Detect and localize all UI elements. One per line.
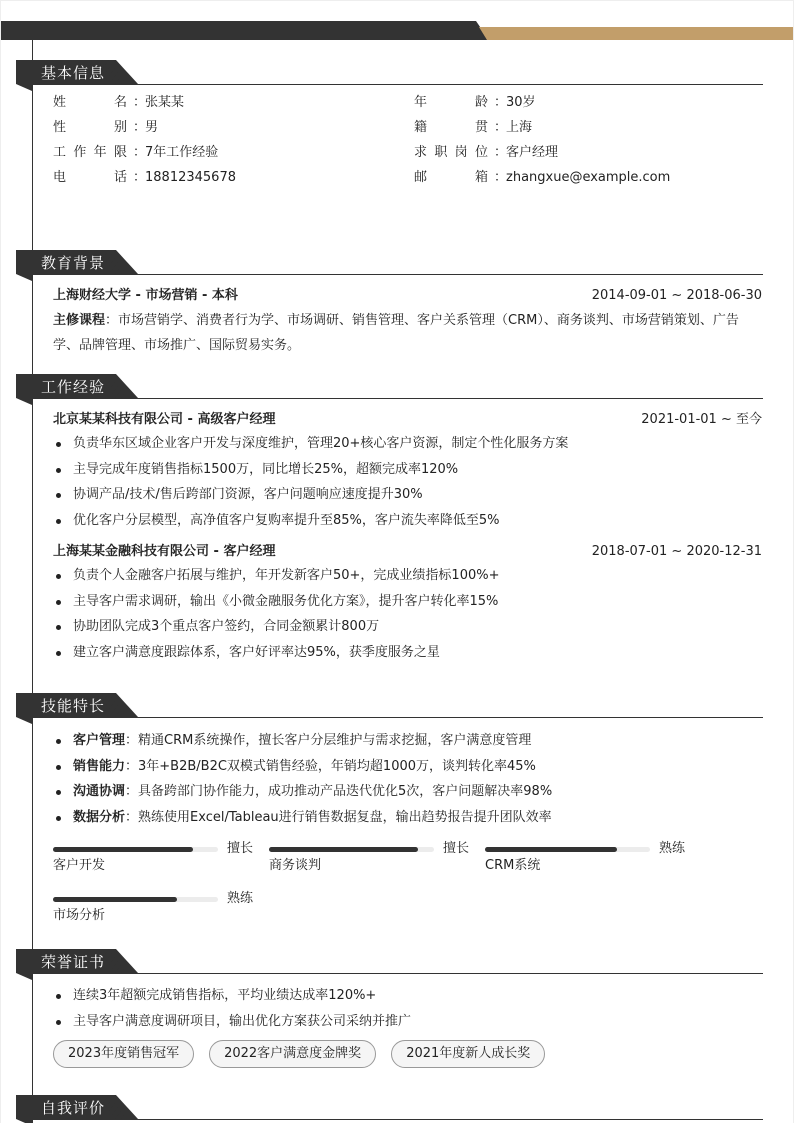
job-title: 上海某某金融科技有限公司 - 客户经理 [53, 544, 276, 559]
section-title: 教育背景 [41, 254, 106, 272]
colon: ： [494, 145, 508, 160]
label-char: 性 [53, 120, 67, 135]
list-item: 负责个人金融客户拓展与维护，年开发新客户50+，完成业绩指标100%+ [53, 563, 762, 589]
info-value: 张某某 [145, 95, 185, 110]
section-header [1, 374, 793, 400]
list-item: 主导客户需求调研，输出《小微金融服务优化方案》，提升客户转化率15% [53, 589, 762, 615]
skill-level: 熟练 [659, 841, 686, 856]
courses-text: ：市场营销学、消费者行为学、市场调研、销售管理、客户关系管理（CRM）、商务谈判、市场营销策划、广告学、品牌管理、市场推广、国际贸易实务。 [53, 313, 739, 353]
section-header [1, 949, 793, 975]
section-header [1, 693, 793, 719]
job-entry [53, 410, 762, 533]
honor-tag: 2023年度销售冠军 [53, 1040, 194, 1068]
list-item [53, 805, 762, 831]
section-header [1, 1095, 793, 1121]
school-major-degree: 上海财经大学 - 市场营销 - 本科 [53, 288, 238, 303]
skill-name: 客户开发 [53, 858, 106, 873]
label-char: 岗 [454, 145, 468, 160]
info-label [53, 119, 133, 137]
label-char: 话 [113, 170, 127, 185]
info-row [53, 144, 414, 162]
honor-list [53, 983, 762, 1034]
label-char: 名 [113, 95, 127, 110]
section-title: 技能特长 [41, 697, 106, 715]
info-row [414, 119, 762, 137]
job-duties [53, 563, 762, 665]
label-char: 作 [73, 145, 87, 160]
skill-list [53, 728, 762, 830]
skill-bars [53, 840, 762, 926]
job-period: 2021-01-01 ~ 至今 [641, 412, 762, 427]
skill-bar-item [269, 840, 485, 876]
section-skills [1, 693, 793, 926]
info-row [53, 119, 414, 137]
section-title: 工作经验 [41, 378, 106, 396]
job-header [53, 410, 762, 430]
section-work [1, 374, 793, 665]
colon: ： [133, 95, 147, 110]
resume-page [1, 1, 793, 1123]
info-row [414, 94, 762, 112]
skill-text: ：精通CRM系统操作，擅长客户分层维护与需求挖掘，客户满意度管理 [125, 733, 532, 748]
skill-label: 客户管理 [73, 733, 126, 748]
label-char: 籍 [414, 120, 428, 135]
label-char: 职 [434, 145, 448, 160]
label-char: 贯 [474, 120, 488, 135]
list-item: 协调产品/技术/售后跨部门资源，客户问题响应速度提升30% [53, 482, 762, 508]
colon: ： [494, 170, 508, 185]
progress-fill [269, 847, 418, 852]
top-banner-gold [479, 27, 793, 40]
info-value: 18812345678 [145, 170, 236, 185]
section-education [1, 250, 793, 358]
info-label [414, 94, 494, 112]
list-item: 建立客户满意度跟踪体系，客户好评率达95%，获季度服务之星 [53, 640, 762, 666]
colon: ： [133, 170, 147, 185]
label-char: 位 [474, 145, 488, 160]
label-char: 箱 [474, 170, 488, 185]
skill-bar-item [485, 840, 701, 876]
job-header [53, 542, 762, 562]
honor-tag: 2021年度新人成长奖 [391, 1040, 545, 1068]
info-label [414, 144, 494, 162]
label-char: 年 [414, 95, 428, 110]
courses-label: 主修课程 [53, 313, 106, 328]
section-honors [1, 949, 793, 1068]
label-char: 年 [93, 145, 107, 160]
skill-label: 沟通协调 [73, 784, 126, 799]
list-item: 主导客户满意度调研项目，输出优化方案获公司采纳并推广 [53, 1009, 762, 1035]
section-rule [32, 274, 763, 275]
list-item [53, 779, 762, 805]
skill-text: ：熟练使用Excel/Tableau进行销售数据复盘，输出趋势报告提升团队效率 [125, 809, 552, 825]
list-item: 负责华东区域企业客户开发与深度维护，管理20+核心客户资源，制定个性化服务方案 [53, 431, 762, 457]
list-item [53, 728, 762, 754]
section-header [1, 60, 793, 86]
skill-text: ：3年+B2B/B2C双模式销售经验，年销均超1000万，谈判转化率45% [125, 758, 536, 774]
label-char: 电 [53, 170, 67, 185]
info-label [414, 119, 494, 137]
label-char: 别 [113, 120, 127, 135]
info-label [53, 144, 133, 162]
progress-fill [485, 847, 617, 852]
section-header [1, 250, 793, 276]
info-row [53, 169, 414, 187]
skill-text: ：具备跨部门协作能力，成功推动产品迭代优化5次，客户问题解决率98% [125, 784, 553, 799]
colon: ： [494, 95, 508, 110]
progress-track [269, 847, 434, 852]
section-rule [32, 1119, 763, 1120]
section-rule [32, 717, 763, 718]
list-item: 协助团队完成3个重点客户签约，合同金额累计800万 [53, 614, 762, 640]
section-title: 荣誉证书 [41, 953, 106, 971]
label-char: 限 [113, 145, 127, 160]
info-row [414, 169, 762, 187]
list-item: 连续3年超额完成销售指标，平均业绩达成率120%+ [53, 983, 762, 1009]
skill-bar-item [53, 840, 269, 876]
progress-track [485, 847, 650, 852]
section-rule [32, 398, 763, 399]
skill-bar-item [53, 890, 269, 926]
info-row [53, 94, 414, 112]
tab-fold [16, 1119, 32, 1123]
label-char: 姓 [53, 95, 67, 110]
colon: ： [494, 120, 508, 135]
info-row [414, 144, 762, 162]
progress-fill [53, 847, 193, 852]
info-label [414, 169, 494, 187]
skill-label: 销售能力 [73, 758, 126, 774]
job-period: 2018-07-01 ~ 2020-12-31 [591, 544, 762, 559]
job-list [1, 400, 793, 665]
colon: ： [133, 120, 147, 135]
skill-name: 市场分析 [53, 908, 106, 923]
list-item: 优化客户分层模型，高净值客户复购率提升至85%，客户流失率降低至5% [53, 508, 762, 534]
label-char: 求 [414, 145, 428, 160]
skill-level: 熟练 [227, 891, 254, 906]
skill-label: 数据分析 [73, 809, 126, 825]
honor-tag: 2022客户满意度金牌奖 [209, 1040, 376, 1068]
info-value: 30岁 [506, 95, 536, 110]
progress-track [53, 897, 218, 902]
label-char: 邮 [414, 170, 428, 185]
info-value: 男 [145, 120, 159, 135]
job-entry [53, 542, 762, 665]
section-self-evaluation [1, 1095, 793, 1121]
education-period: 2014-09-01 ~ 2018-06-30 [591, 288, 762, 303]
top-banner-dark [1, 21, 489, 40]
info-value: 7年工作经验 [145, 145, 219, 160]
skill-level: 擅长 [443, 841, 470, 856]
list-item: 主导完成年度销售指标1500万，同比增长25%，超额完成率120% [53, 457, 762, 483]
section-rule [32, 973, 763, 974]
honor-tags [53, 1040, 762, 1068]
courses-paragraph [53, 308, 762, 358]
skill-level: 擅长 [227, 841, 254, 856]
section-basic-info [1, 60, 793, 187]
colon: ： [133, 145, 147, 160]
basic-info-grid [53, 86, 762, 187]
section-title: 自我评价 [41, 1099, 106, 1117]
list-item [53, 754, 762, 780]
progress-fill [53, 897, 177, 902]
label-char: 龄 [474, 95, 488, 110]
job-duties [53, 431, 762, 533]
section-title: 基本信息 [41, 64, 106, 82]
education-header [53, 286, 762, 306]
info-label [53, 169, 133, 187]
info-value: 客户经理 [506, 145, 559, 160]
info-label [53, 94, 133, 112]
job-title: 北京某某科技有限公司 - 高级客户经理 [53, 412, 276, 427]
info-value: 上海 [506, 120, 533, 135]
label-char: 工 [53, 145, 67, 160]
skill-name: CRM系统 [485, 858, 541, 873]
info-value: zhangxue@example.com [506, 170, 671, 185]
skill-name: 商务谈判 [269, 858, 322, 873]
section-rule [32, 84, 763, 85]
progress-track [53, 847, 218, 852]
